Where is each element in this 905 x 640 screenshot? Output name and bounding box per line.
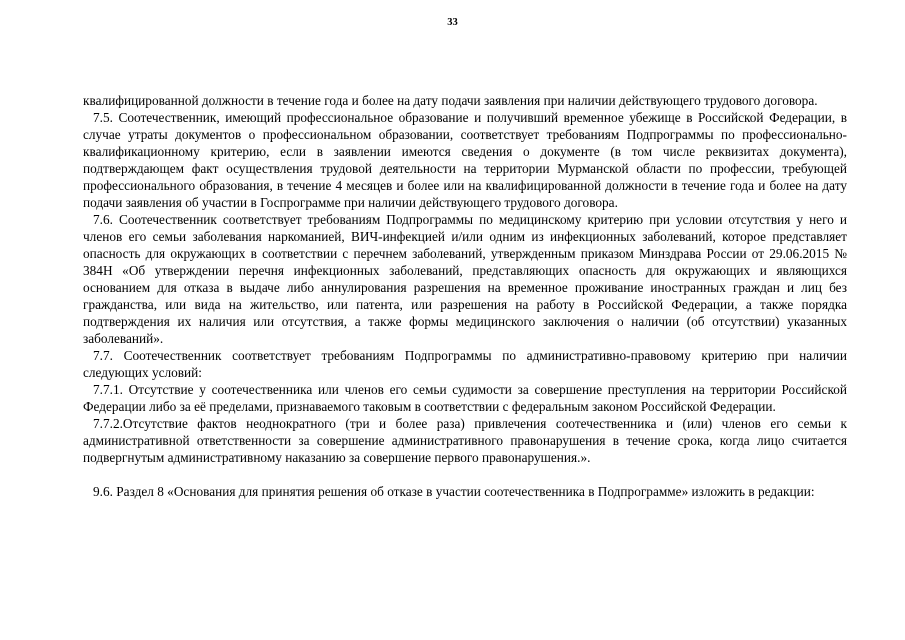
paragraph-7-7: 7.7. Соотечественник соответствует требованиям Подпрограммы по административно-правовому критерию при наличии следующих условий: bbox=[83, 348, 847, 380]
paragraph-continuation: квалифицированной должности в течение года и более на дату подачи заявления при наличии действующего трудового договора. bbox=[83, 93, 818, 108]
paragraph-7-5: 7.5. Соотечественник, имеющий профессиональное образование и получивший временное убежище в Российской Федерации, в случае утраты документов о профессиональном образовании, соответствует требованиям Подпрограммы по профессионально-квалификационному критерию, если в заявлении имеются сведения о документе (в том числе реквизитах документа), подтверждающем факт осуществления трудовой деятельности на территории Мурманской области по профессии, требующей профессионального образования, в течение 4 месяцев и более или на квалифицированной должности в течение года и более на дату подачи заявления об участии в Госпрограмме при наличии действующего трудового договора. bbox=[83, 110, 847, 210]
paragraph-7-6: 7.6. Соотечественник соответствует требованиям Подпрограммы по медицинскому критерию при условии отсутствия у него и членов его семьи заболевания наркоманией, ВИЧ-инфекцией и/или одним из инфекционных заболеваний, которое представляет опасность для окружающих в соответствии с перечнем заболеваний, утвержденным приказом Минздрава России от 29.06.2015 № 384Н «Об утверждении перечня инфекционных заболеваний, представляющих опасность для окружающих и являющихся основанием для отказа в выдаче либо аннулирования разрешения на временное проживание иностранных граждан и лиц без гражданства, или вида на жительство, или патента, или разрешения на работу в Российской Федерации, а также порядка подтверждения их наличия или отсутствия, а также формы медицинского заключения о наличии (об отсутствии) указанных заболеваний». bbox=[83, 212, 847, 346]
page-number: 33 bbox=[447, 17, 458, 28]
paragraph-9-6: 9.6. Раздел 8 «Основания для принятия решения об отказе в участии соотечественника в Подпрограмме» изложить в редакции: bbox=[93, 484, 815, 499]
paragraph-7-7-2: 7.7.2.Отсутствие фактов неоднократного (три и более раза) привлечения соотечественника и (или) членов его семьи к административной ответственности за совершение административного правонарушения в течение срока, когда лицо считается подвергнутым административному наказанию за совершение первого правонарушения.». bbox=[83, 416, 847, 465]
paragraph-7-7-1: 7.7.1. Отсутствие у соотечественника или членов его семьи судимости за совершение преступления на территории Российской Федерации либо за её пределами, признаваемого таковым в соответствии с федеральным законом Российской Федерации. bbox=[83, 382, 847, 414]
document-body bbox=[83, 92, 847, 500]
paragraph-spacer bbox=[83, 466, 847, 483]
